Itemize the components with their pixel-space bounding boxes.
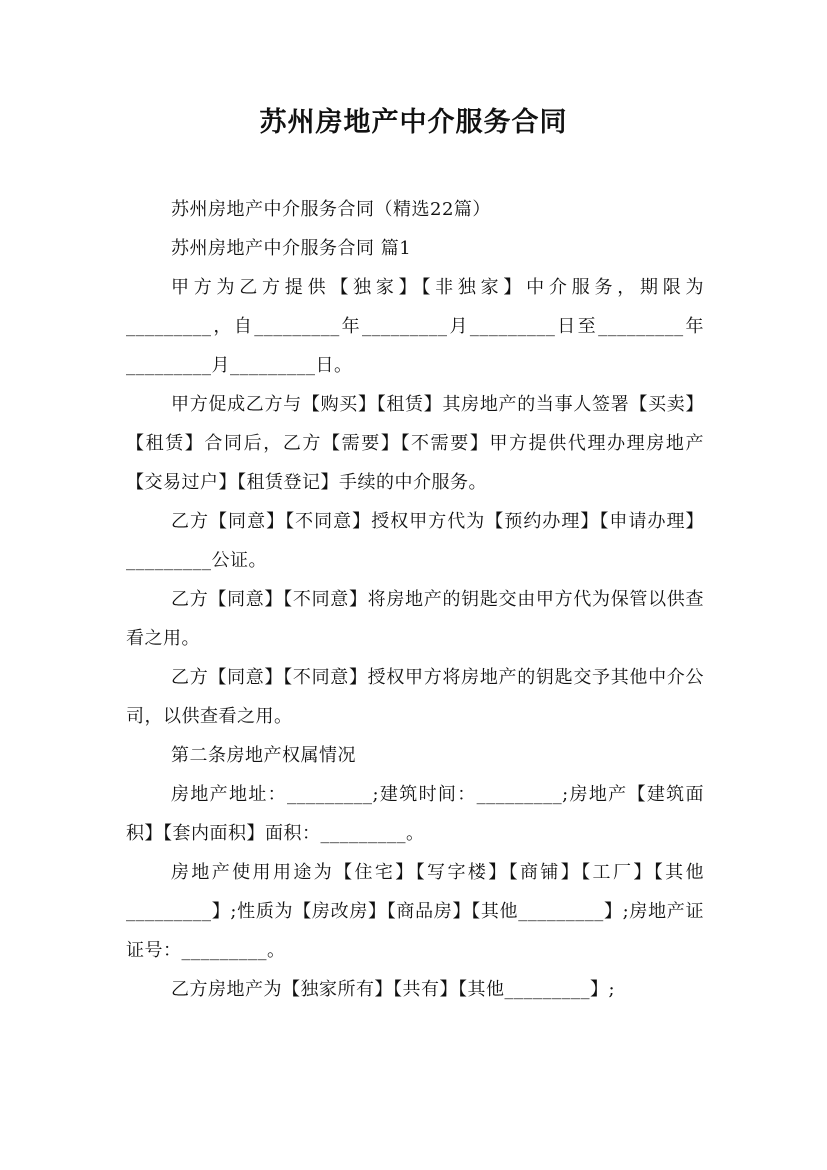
paragraph-subtitle: 苏州房地产中介服务合同（精选22篇）: [171, 199, 491, 220]
paragraph-property-address: 房地产地址：_________;建筑时间：_________;房地产【建筑面积】【套内面积】面积：_________。: [126, 784, 704, 844]
paragraph-section-heading: 苏州房地产中介服务合同 篇1: [171, 238, 412, 259]
paragraph-article-two-heading: 第二条房地产权属情况: [171, 745, 356, 766]
paragraph-key-custody: 乙方【同意】【不同意】将房地产的钥匙交由甲方代为保管以供查看之用。: [126, 589, 704, 649]
document-body: [126, 190, 704, 1009]
paragraph-notarization: 乙方【同意】【不同意】授权甲方代为【预约办理】【申请办理】_________公证。: [126, 511, 704, 571]
paragraph-agency-service: 甲方促成乙方与【购买】【租赁】其房地产的当事人签署【买卖】【租赁】合同后，乙方【需要】【不需要】甲方提供代理办理房地产【交易过户】【租赁登记】手续的中介服务。: [126, 394, 704, 493]
paragraph-service-term: 甲方为乙方提供【独家】【非独家】中介服务，期限为_________，自_________年_________月_________日至_________年_________月_________日。: [126, 277, 704, 376]
paragraph-property-usage: 房地产使用用途为【住宅】【写字楼】【商铺】【工厂】【其他_________】;性质为【房改房】【商品房】【其他_________】;房地产证证号：_________。: [126, 862, 704, 961]
document-title: 苏州房地产中介服务合同: [259, 107, 568, 138]
paragraph-ownership: 乙方房地产为【独家所有】【共有】【其他_________】;: [171, 979, 616, 1000]
paragraph-key-other-agency: 乙方【同意】【不同意】授权甲方将房地产的钥匙交予其他中介公司，以供查看之用。: [126, 667, 704, 727]
